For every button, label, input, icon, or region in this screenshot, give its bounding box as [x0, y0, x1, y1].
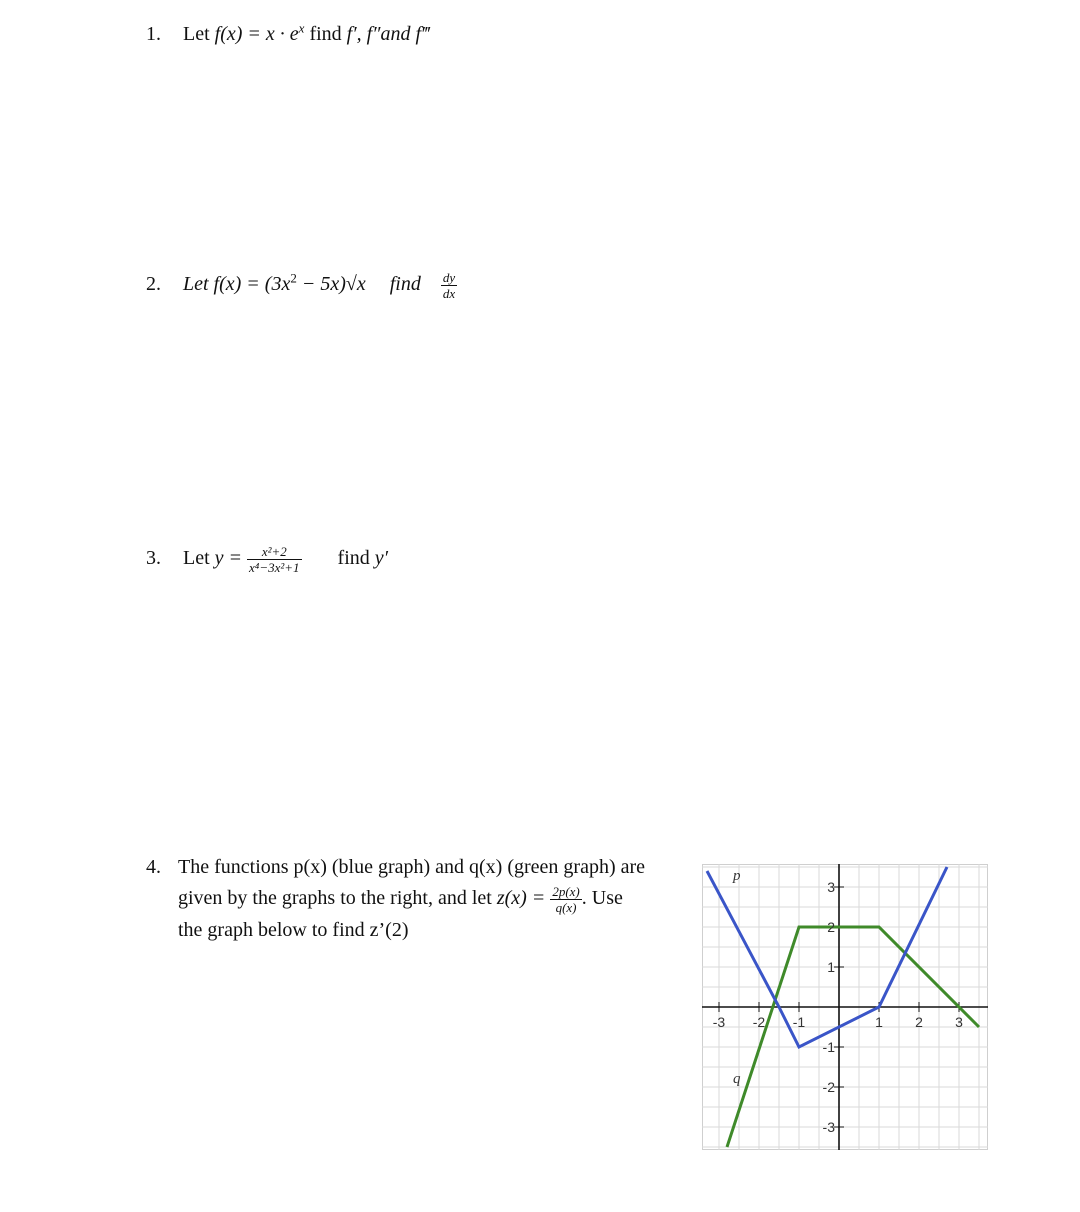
z-function: z(x) =	[496, 887, 546, 909]
series-label-q: q	[733, 1071, 741, 1087]
square-exponent: 2	[290, 270, 297, 286]
x-tick-label: 1	[875, 1014, 883, 1030]
fraction-numerator: 2p(x)	[552, 883, 580, 899]
question-lead: Let	[183, 547, 210, 570]
question-1	[146, 22, 429, 46]
question-line-1: The functions p(x) (blue graph) and q(x) (green graph) are	[178, 856, 646, 878]
y-tick-label: -2	[822, 1079, 835, 1095]
fraction-numerator: dy	[442, 270, 456, 285]
function-graph	[702, 864, 988, 1150]
function-expression-rest: − 5x)√x	[296, 273, 366, 296]
y-equals: y =	[214, 547, 243, 570]
z-fraction	[550, 884, 581, 915]
x-tick-label: 2	[915, 1014, 923, 1030]
y-tick-label: 3	[827, 879, 835, 895]
line-2-end: . Use	[581, 887, 623, 909]
question-2	[146, 270, 457, 301]
y-tick-label: -1	[822, 1039, 835, 1055]
question-line-3: the graph below to find z’(2)	[178, 918, 409, 941]
fraction-denominator: q(x)	[555, 899, 577, 915]
find-word: find	[389, 273, 421, 296]
find-word: find	[309, 23, 342, 45]
question-3	[146, 544, 388, 575]
y-tick-label: 1	[827, 959, 835, 975]
fraction-denominator: dx	[442, 286, 456, 301]
find-word: find	[337, 547, 370, 570]
function-expression: Let f(x) = (3x	[183, 273, 291, 296]
x-tick-label: -2	[752, 1014, 766, 1030]
line-2-text: given by the graphs to the right, and let	[178, 887, 492, 909]
x-tick-label: 3	[955, 1014, 963, 1030]
x-tick-label: -1	[792, 1014, 806, 1030]
derivatives-requested: f′, f″and f‴	[346, 23, 430, 45]
fraction-denominator: x⁴−3x²+1	[249, 560, 300, 575]
x-tick-label: -3	[712, 1014, 726, 1030]
fraction-numerator: x²+2	[247, 544, 302, 560]
rational-fraction	[247, 544, 302, 575]
function-expression: f(x) = x · e	[214, 23, 299, 45]
question-lead: Let	[183, 23, 210, 45]
question-number: 4.	[146, 856, 161, 878]
exponent: x	[298, 20, 305, 36]
y-tick-label: -3	[822, 1119, 835, 1135]
question-line-2	[178, 883, 686, 915]
derivative-fraction	[441, 270, 457, 301]
question-4	[146, 852, 686, 946]
question-number: 1.	[146, 23, 161, 45]
y-tick-label: 2	[827, 919, 835, 935]
derivative-target: y′	[374, 547, 389, 570]
question-number: 2.	[146, 273, 161, 296]
series-label-p: p	[733, 868, 741, 884]
question-number: 3.	[146, 547, 161, 570]
